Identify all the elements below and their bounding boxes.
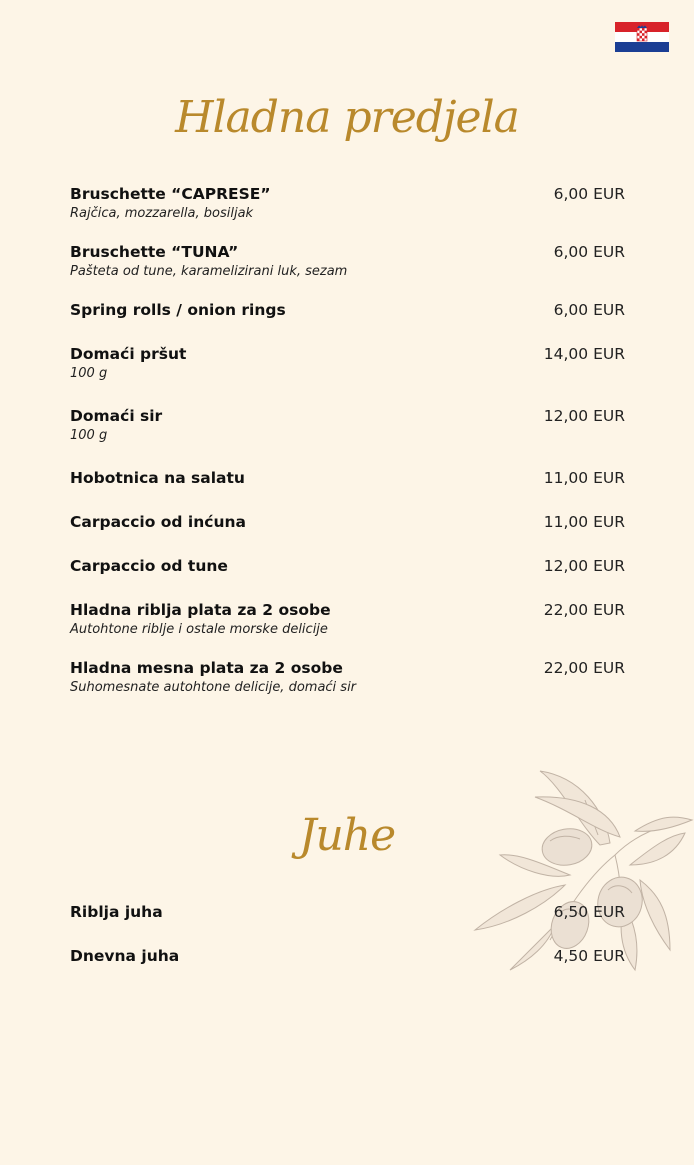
item-name: Hladna mesna plata za 2 osobe [70, 659, 343, 677]
item-price: 22,00 EUR [543, 659, 625, 677]
menu-item [70, 468, 625, 510]
item-name: Hobotnica na salatu [70, 469, 245, 487]
croatia-flag-icon[interactable] [615, 22, 669, 52]
item-name: Bruschette “TUNA” [70, 243, 239, 261]
item-name: Hladna riblja plata za 2 osobe [70, 601, 331, 619]
menu-item [70, 406, 625, 448]
item-price: 6,00 EUR [553, 243, 625, 261]
item-description: Rajčica, mozzarella, bosiljak [70, 206, 254, 221]
item-description: 100 g [70, 366, 108, 381]
menu-item [70, 902, 625, 944]
item-price: 12,00 EUR [543, 557, 625, 575]
item-name: Spring rolls / onion rings [70, 301, 286, 319]
item-name: Carpaccio od tune [70, 557, 228, 575]
item-price: 6,50 EUR [553, 903, 625, 921]
menu-item [70, 512, 625, 554]
menu-item [70, 344, 625, 386]
section-title-cold-starters: Hladna predjela [175, 92, 519, 143]
item-price: 4,50 EUR [553, 947, 625, 965]
item-name: Domaći sir [70, 407, 163, 425]
item-name: Riblja juha [70, 903, 163, 921]
item-price: 6,00 EUR [553, 301, 625, 319]
item-price: 11,00 EUR [543, 513, 625, 531]
item-price: 12,00 EUR [543, 407, 625, 425]
item-name: Dnevna juha [70, 947, 180, 965]
menu-item [70, 242, 625, 284]
item-price: 22,00 EUR [543, 601, 625, 619]
item-name: Bruschette “CAPRESE” [70, 185, 271, 203]
item-name: Domaći pršut [70, 345, 187, 363]
item-description: Pašteta od tune, karamelizirani luk, sezam [70, 264, 348, 279]
item-price: 6,00 EUR [553, 185, 625, 203]
item-description: 100 g [70, 428, 108, 443]
item-name: Carpaccio od inćuna [70, 513, 246, 531]
menu-item [70, 184, 625, 226]
menu-item [70, 556, 625, 598]
item-description: Suhomesnate autohtone delicije, domaći sir [70, 680, 357, 695]
item-description: Autohtone riblje i ostale morske delicije [70, 622, 328, 637]
menu-item [70, 600, 625, 642]
menu-item [70, 300, 625, 342]
item-price: 11,00 EUR [543, 469, 625, 487]
item-price: 14,00 EUR [543, 345, 625, 363]
menu-item [70, 658, 625, 700]
section-title-soups: Juhe [298, 810, 396, 861]
menu-item [70, 946, 625, 988]
